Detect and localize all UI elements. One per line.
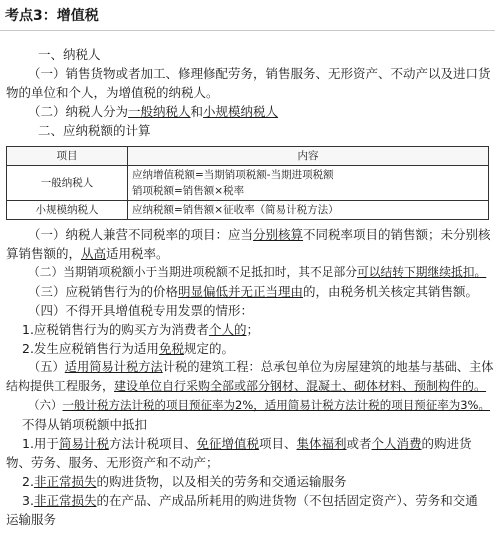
text: 计税的建筑工程：总承包单位为房屋建筑的地基与基础、主体: [162, 360, 494, 374]
para-2: [0, 102, 495, 121]
cell-general-taxpayer: 一般纳税人: [7, 166, 128, 201]
table-row: [7, 166, 489, 201]
text: （三）应税销售行为的价格: [28, 284, 179, 299]
cell-small-formula: 应纳税额=销售额×征收率（简易计税方法）: [128, 201, 489, 220]
q7-item-1-line-2: 物、劳务、服务、无形资产和不动产；: [6, 455, 219, 470]
q6: [0, 396, 495, 415]
heading-taxpayer: 一、纳税人: [38, 47, 101, 62]
text: 项目、: [258, 436, 297, 451]
text: 不同税率项目的销售额；未分别核: [303, 227, 491, 242]
cell-small-taxpayer: 小规模纳税人: [7, 201, 128, 220]
underlined-text: 建设单位自行采购全部或部分钢材、混凝土、砌体材料、预制构件的。: [114, 379, 487, 393]
q4-item-2: [0, 339, 495, 358]
underlined-text: 简易计税: [58, 436, 109, 451]
q4-item-1: [0, 320, 495, 339]
para-1-line-1: （一）销售货物或者加工、修理修配劳务，销售服务、无形资产、不动产以及进口货: [28, 66, 491, 81]
table-header-row: [7, 147, 489, 166]
underlined-text: 免税: [158, 341, 184, 356]
q2: [0, 263, 495, 282]
underlined-text: 适用简易计税方法: [64, 360, 163, 374]
formula-line: 销项税额=销售额×税率: [132, 185, 245, 197]
underlined-text: 非正常损失: [33, 493, 97, 508]
text: 的在产品、产成品所耗用的购进货物（不包括固定资产）、劳务和交通: [96, 493, 478, 508]
underlined-text: 一般纳税人: [128, 104, 191, 119]
text: 或者: [346, 436, 372, 451]
text: ；: [246, 322, 259, 337]
text: （二）纳税人分为: [28, 104, 129, 119]
q7-item-3-line-1: [0, 491, 495, 510]
heading-calculation: 二、应纳税额的计算: [38, 123, 151, 138]
underlined-text: 非正常损失: [33, 474, 97, 489]
text: （一）纳税人兼营不同税率的项目：应当: [28, 227, 254, 242]
formula-line: 应纳增值税额=当期销项税额-当期进项税额: [132, 169, 334, 181]
q7-item-1-line-1: [0, 434, 495, 453]
text: 的，由税务机关核定其销售额。: [303, 284, 479, 299]
text: 的购进货: [421, 436, 472, 451]
text: （五）: [28, 360, 65, 374]
header-cell-item: 项目: [7, 147, 128, 166]
text: 2.: [22, 474, 34, 489]
section-title: 考点3：增值税: [0, 0, 495, 31]
text: （六）: [28, 398, 63, 412]
tax-table: [6, 146, 489, 220]
q3: [0, 282, 495, 301]
q5-line-2: [0, 377, 495, 396]
underlined-text: 个人的: [208, 322, 247, 337]
text: 的购进货物，以及相关的劳务和交通运输服务: [96, 474, 347, 489]
underlined-text: 集体福利: [296, 436, 347, 451]
text: 规定的。: [183, 341, 234, 356]
header-cell-content: 内容: [128, 147, 489, 166]
underlined-text: 小规模纳税人: [203, 104, 279, 119]
text: 方法计税项目、: [108, 436, 197, 451]
q4: （四）不得开具增值税专用发票的情形：: [28, 303, 254, 318]
text: （二）当期销项税额小于当期进项税额不足抵扣时，其不足部分: [28, 265, 357, 279]
underlined-text: 个人消费: [371, 436, 422, 451]
table-row: [7, 201, 489, 220]
text: 1.应税销售行为的购买方为消费者: [22, 322, 209, 337]
text: 结构提供工程服务，: [6, 379, 115, 393]
text: 适用税率。: [106, 246, 169, 261]
q1-line-2: [0, 244, 495, 263]
para-1-line-2: 物的单位和个人，为增值税的纳税人。: [6, 85, 219, 100]
cell-general-formula: [128, 166, 489, 201]
underlined-text: 一般计税方法计税的项目预征率为2%，适用简易计税方法计税的项目预征率为3%。: [62, 398, 490, 412]
text: 算销售额的，: [6, 246, 82, 261]
underlined-text: 可以结转下期继续抵扣。: [357, 265, 487, 279]
q5-line-1: [0, 358, 495, 377]
text: 2.发生应税销售行为适用: [22, 341, 159, 356]
underlined-text: 分别核算: [253, 227, 304, 242]
text: 3.: [22, 493, 34, 508]
underlined-text: 从高: [81, 246, 107, 261]
text: 1.用于: [22, 436, 59, 451]
q7: 不得从销项税额中抵扣: [22, 417, 148, 432]
q7-item-3-line-2: 运输服务: [6, 512, 57, 527]
underlined-text: 免征增值税: [196, 436, 259, 451]
underlined-text: 明显偏低并无正当理由: [178, 284, 304, 299]
text: 和: [190, 104, 204, 119]
q7-item-2: [0, 472, 495, 491]
q1-line-1: [0, 225, 495, 244]
